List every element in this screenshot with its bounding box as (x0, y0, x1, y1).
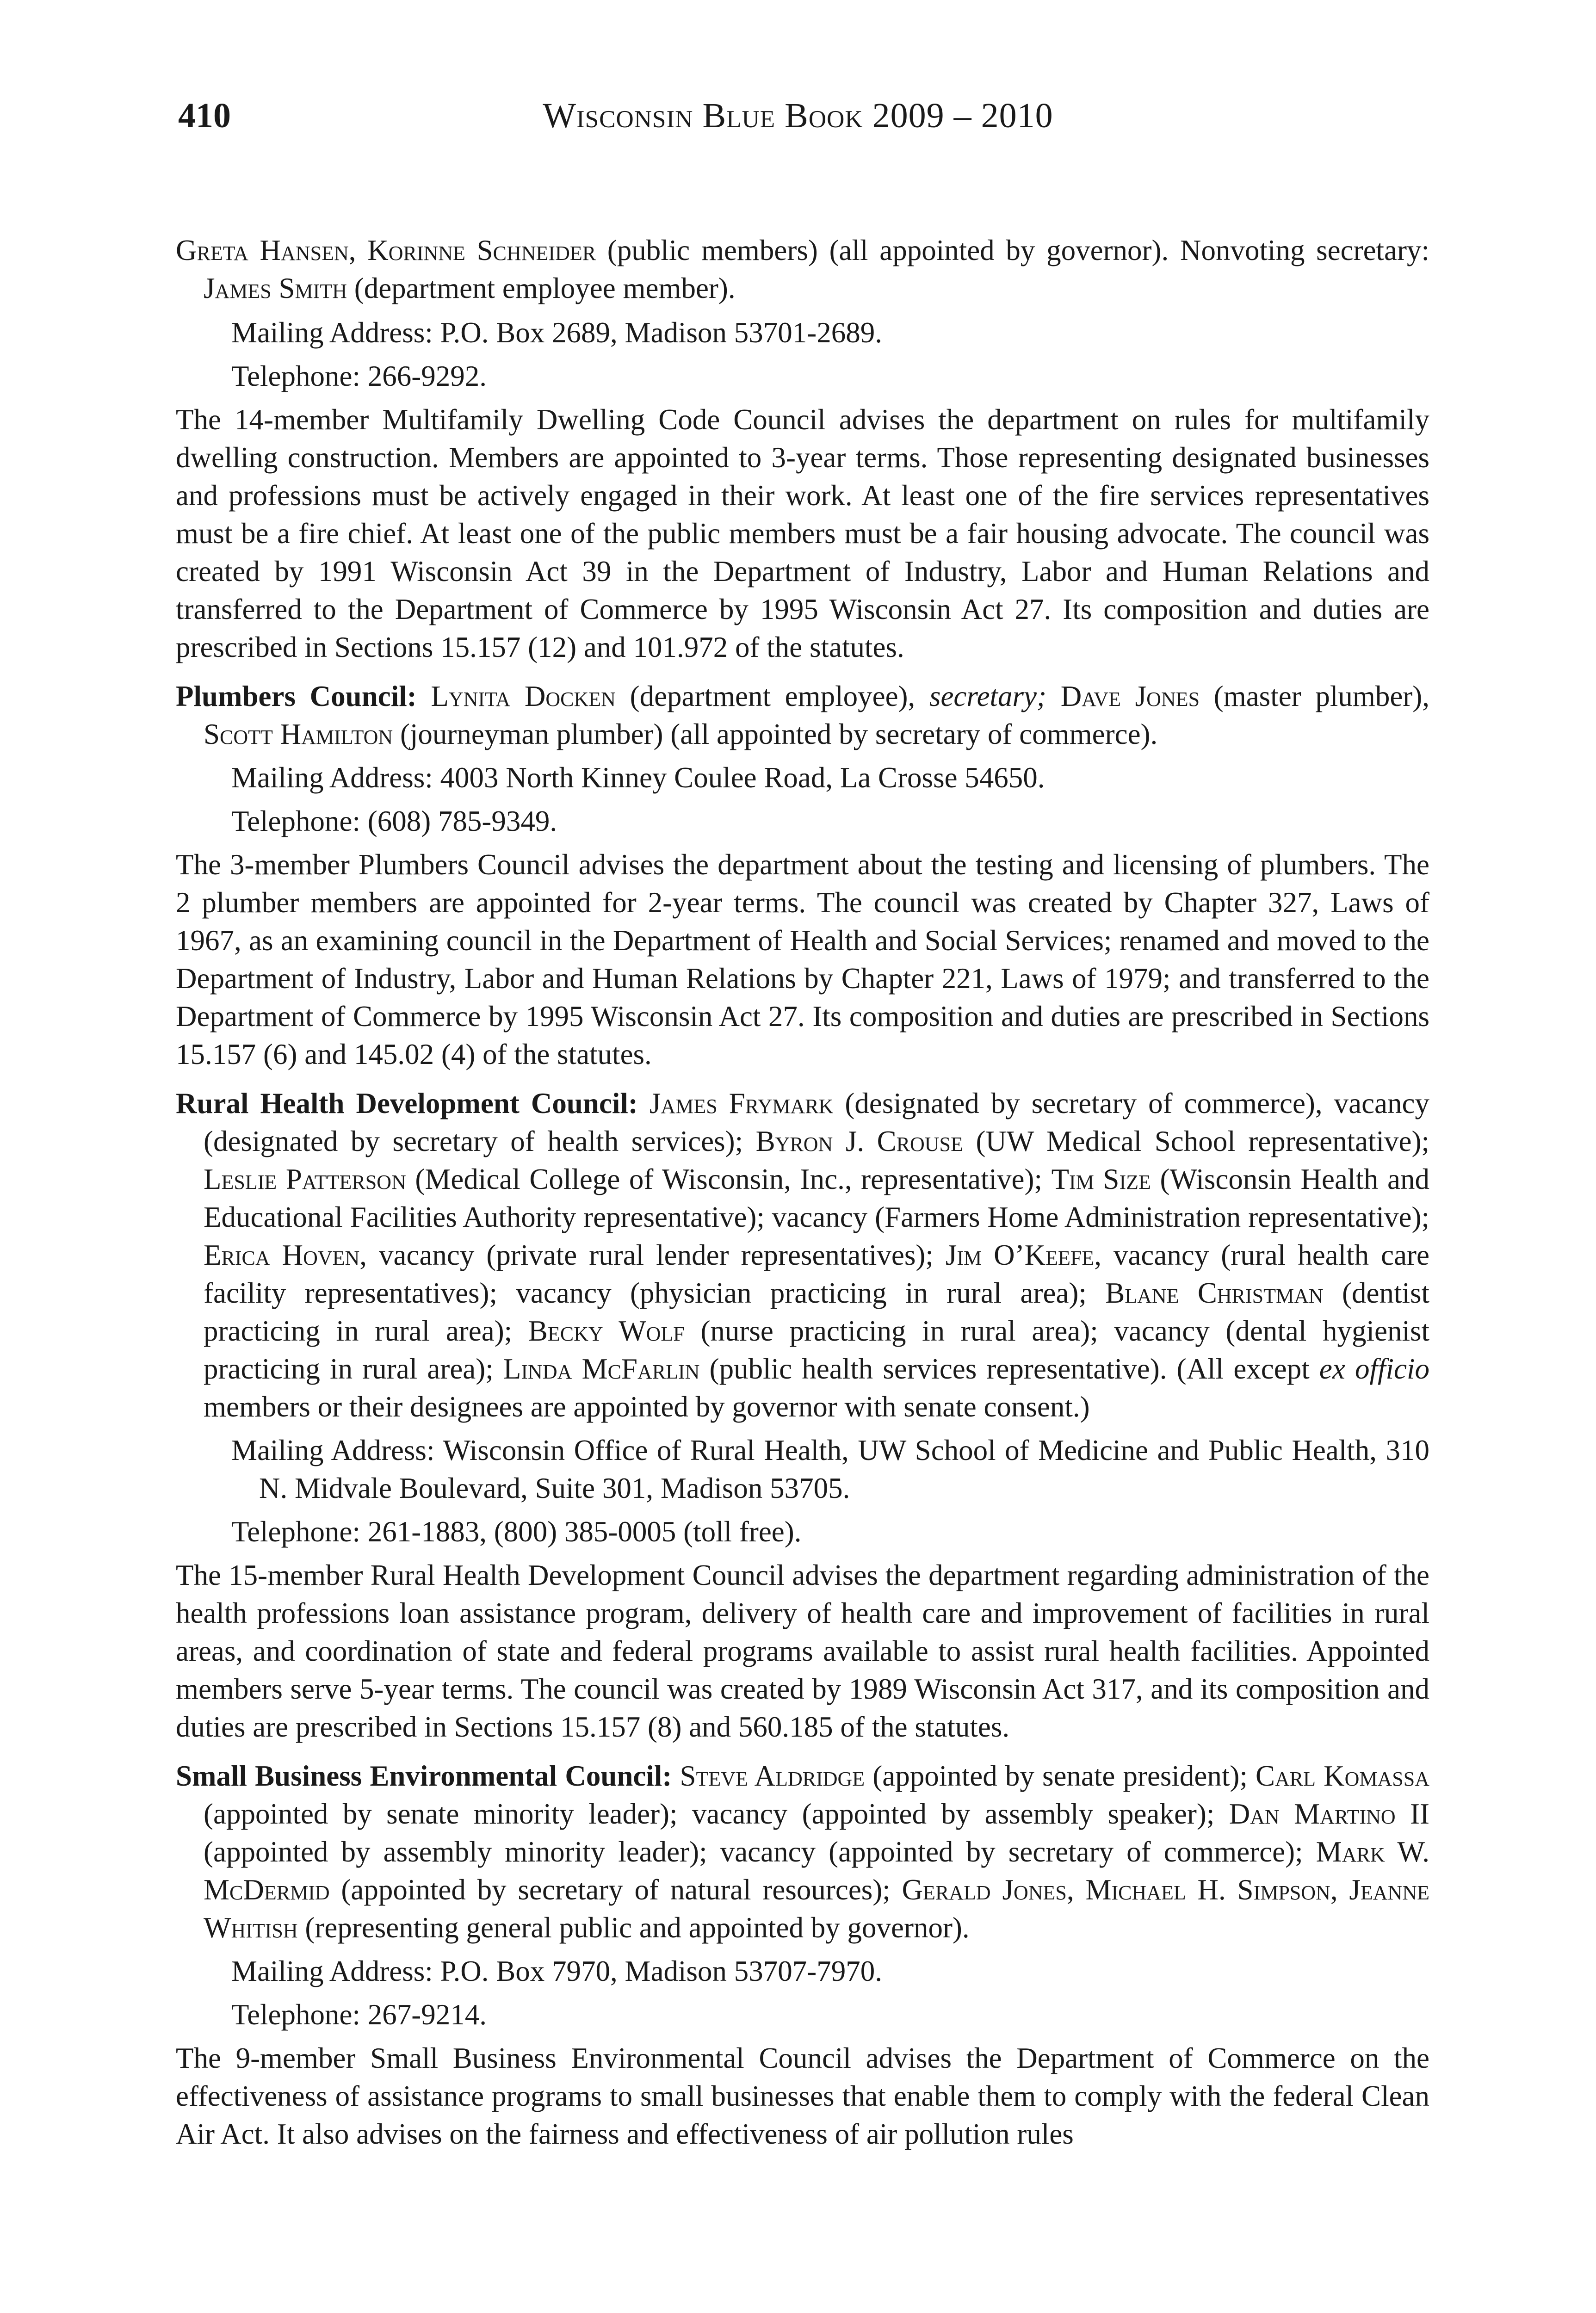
member-name: Linda McFarlin (503, 1353, 700, 1385)
rural-health-council-heading: Rural Health Development Council: (176, 1087, 638, 1119)
member-text: (Medical College of Wisconsin, Inc., representative); (406, 1163, 1052, 1195)
member-text: , vacancy (private rural lender representatives); (359, 1239, 946, 1271)
member-text: (dentist practicing in rural area); (204, 1277, 1429, 1347)
member-text: (public health services representative). (All except (699, 1353, 1319, 1385)
member-text: (Wisconsin Health and Educational Facilities Authority representative); vacancy (Farmers Home Administration representative); (204, 1163, 1429, 1233)
book-title: Wisconsin Blue Book 2009 – 2010 (543, 96, 1053, 135)
member-text: (department employee member). (346, 272, 736, 304)
member-name: Jim O’Keefe (945, 1239, 1095, 1271)
member-name: Blane Christman (1105, 1277, 1324, 1309)
member-text: (nurse practicing in rural area); vacancy (dental hygienist practicing in rural area); (204, 1315, 1430, 1385)
small-business-council-heading: Small Business Environmental Council: (176, 1760, 672, 1792)
member-text: (journeyman plumber) (all appointed by secretary of commerce). (393, 718, 1158, 750)
member-text: (appointed by assembly minority leader); vacancy (appointed by secretary of commerce); (204, 1836, 1316, 1868)
member-name: Greta Hansen (176, 234, 349, 266)
member-text: (appointed by senate president); (865, 1760, 1256, 1792)
member-text: (UW Medical School representative); (963, 1125, 1429, 1157)
role-italic: secretary; (929, 680, 1046, 712)
ex-officio-italic: ex officio (1319, 1353, 1430, 1385)
member-text: , vacancy (rural health care facility representatives); vacancy (physician practicing in rural area); (204, 1239, 1429, 1309)
member-text: , (1330, 1874, 1349, 1906)
member-name: Gerald Jones (902, 1874, 1067, 1906)
multifamily-telephone: Telephone: 266-9292. (231, 360, 487, 392)
plumbers-telephone: Telephone: (608) 785-9349. (231, 805, 557, 837)
member-text: (department employee), (615, 680, 929, 712)
running-header (0, 90, 1596, 141)
member-name: Dave Jones (1060, 680, 1200, 712)
plumbers-council-heading: Plumbers Council: (176, 680, 417, 712)
member-text: members or their designees are appointed by governor with senate consent.) (204, 1391, 1090, 1423)
small-business-council-entry (176, 1757, 1429, 1947)
member-name: Korinne Schneider (367, 234, 596, 266)
member-name: Steve Aldridge (680, 1760, 865, 1792)
member-name: Scott Hamilton (204, 718, 393, 750)
plumbers-council-entry (176, 677, 1429, 753)
multifamily-mailing-address: Mailing Address: P.O. Box 2689, Madison 53701-2689. (231, 316, 883, 349)
member-name: James Frymark (649, 1087, 834, 1119)
rural-health-description: The 15-member Rural Health Development Council advises the department regarding administration of the health professions loan assistance program, delivery of health care and improvement of facilities in rural areas, and coordination of state and federal programs available to assist rural health facilities. Appointed members serve 5-year terms. The council was created by 1989 Wisconsin Act 317, and its composition and duties are prescribed in Sections 15.157 (8) and 560.185 of the statutes. (176, 1559, 1429, 1743)
member-name: Lynita Docken (431, 680, 616, 712)
member-name: Becky Wolf (528, 1315, 685, 1347)
rural-health-council-entry (176, 1084, 1429, 1426)
member-name: James Smith (204, 272, 347, 304)
page-number: 410 (178, 96, 231, 135)
small-business-telephone: Telephone: 267-9214. (231, 1998, 487, 2031)
member-text: (designated by secretary of commerce), vacancy (designated by secretary of health services); (204, 1087, 1429, 1157)
member-text: (appointed by senate minority leader); vacancy (appointed by assembly speaker); (204, 1798, 1229, 1830)
member-text: (appointed by secretary of natural resources); (329, 1874, 902, 1906)
multifamily-description: The 14-member Multifamily Dwelling Code Council advises the department on rules for multifamily dwelling construction. Members are appointed to 3-year terms. Those representing designated businesses and professions must be actively engaged in their work. At least one of the fire services representatives must be a fire chief. At least one of the public members must be a fair housing advocate. The council was created by 1991 Wisconsin Act 39 in the Department of Industry, Labor and Human Relations and transferred to the Department of Commerce by 1995 Wisconsin Act 27. Its composition and duties are prescribed in Sections 15.157 (12) and 101.972 of the statutes. (176, 403, 1429, 663)
multifamily-members-continuation: Greta Hansen, Korinne Schneider (public members) (all appointed by governor). Nonvoting secretary: James Smith (department employee member). (176, 234, 1429, 304)
rural-health-telephone: Telephone: 261-1883, (800) 385-0005 (toll free). (231, 1515, 802, 1548)
member-text: (master plumber), (1200, 680, 1429, 712)
rural-health-mailing-address: Mailing Address: Wisconsin Office of Rural Health, UW School of Medicine and Public Health, 310 N. Midvale Boulevard, Suite 301, Madison 53705. (231, 1434, 1429, 1504)
member-name: Michael H. Simpson (1085, 1874, 1330, 1906)
member-name: Byron J. Crouse (755, 1125, 963, 1157)
member-name: Leslie Patterson (204, 1163, 406, 1195)
member-name: Carl Komassa (1256, 1760, 1430, 1792)
plumbers-mailing-address: Mailing Address: 4003 North Kinney Coulee Road, La Crosse 54650. (231, 761, 1045, 794)
member-name: Tim Size (1051, 1163, 1151, 1195)
member-name: Mark W. McDermid (204, 1836, 1429, 1906)
member-name: Jeanne Whitish (204, 1874, 1430, 1944)
plumbers-description: The 3-member Plumbers Council advises the department about the testing and licensing of plumbers. The 2 plumber members are appointed for 2-year terms. The council was created by Chapter 327, Laws of 1967, as an examining council in the Department of Health and Social Services; renamed and moved to the Department of Industry, Labor and Human Relations by Chapter 221, Laws of 1979; and transferred to the Department of Commerce by 1995 Wisconsin Act 27. Its composition and duties are prescribed in Sections 15.157 (6) and 145.02 (4) of the statutes. (176, 848, 1429, 1070)
member-name: Dan Martino II (1229, 1798, 1429, 1830)
member-name: Erica Hoven (204, 1239, 360, 1271)
member-text: (public members) (all appointed by governor). Nonvoting secretary: (596, 234, 1429, 266)
member-text: , (1066, 1874, 1086, 1906)
page-content (176, 231, 1429, 2158)
member-text: (representing general public and appointed by governor). (297, 1911, 970, 1944)
small-business-description: The 9-member Small Business Environmental Council advises the Department of Commerce on the effectiveness of assistance programs to small businesses that enable them to comply with the federal Clean Air Act. It also advises on the fairness and effectiveness of air pollution rules (176, 2042, 1429, 2150)
small-business-mailing-address: Mailing Address: P.O. Box 7970, Madison 53707-7970. (231, 1955, 883, 1987)
